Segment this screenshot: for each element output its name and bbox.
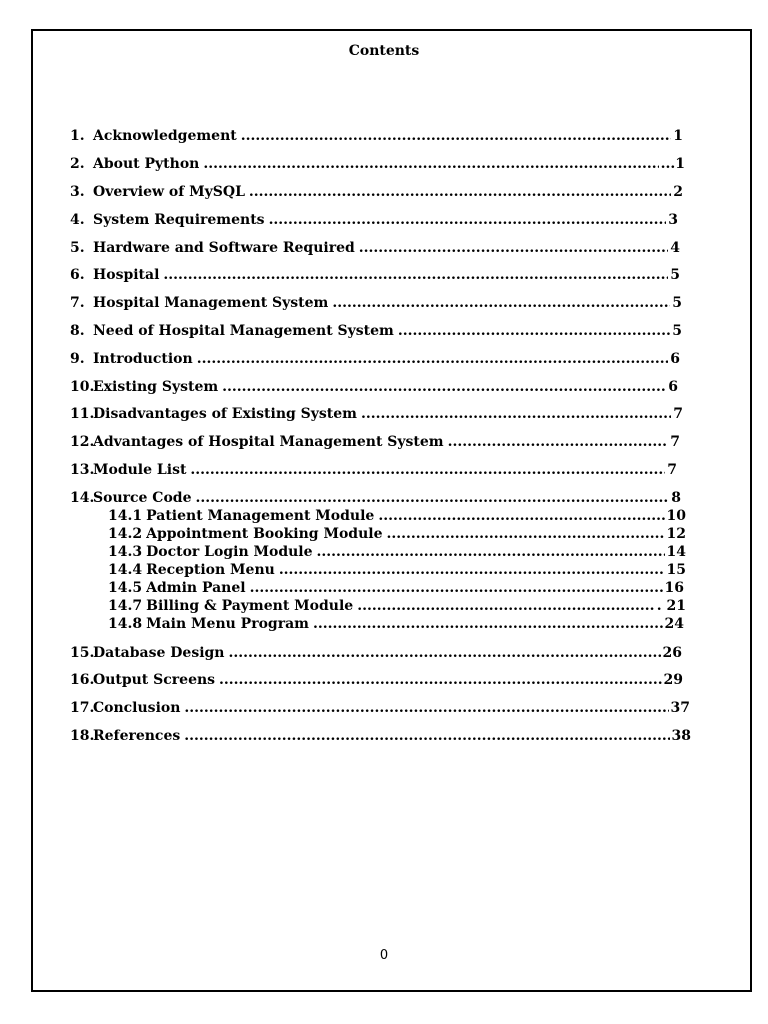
- toc-leader-dots: [249, 183, 671, 201]
- toc-entry-label: Hospital: [93, 267, 160, 283]
- toc-entry-7: [70, 294, 682, 312]
- toc-leader-dots: [317, 543, 665, 561]
- toc-entry-number: 14.: [70, 490, 95, 506]
- toc-subentry-14-4: [108, 561, 686, 579]
- toc-entry-12: [70, 433, 680, 451]
- toc-entry-number: 14.3: [108, 544, 143, 560]
- toc-leader-dots: [163, 266, 668, 284]
- toc-entry-11: [70, 405, 683, 423]
- toc-entry-label: Output Screens: [93, 672, 216, 688]
- toc-entry-16: [70, 671, 683, 689]
- toc-entry-18: [70, 727, 691, 745]
- toc-entry-number: 12.: [70, 434, 95, 450]
- toc-entry-page: 38: [671, 728, 691, 744]
- toc-leader-dots: [184, 699, 668, 717]
- toc-leader-dots: [313, 615, 663, 633]
- toc-entry-page: 5: [672, 295, 682, 311]
- toc-entry-number: 3.: [70, 184, 85, 200]
- toc-leader-dots: [332, 294, 670, 312]
- toc-subentry-14-3: [108, 543, 686, 561]
- toc-entry-10: [70, 378, 678, 396]
- toc-entry-number: 15.: [70, 645, 95, 661]
- toc-subentry-14-1: [108, 507, 686, 525]
- page-title: Contents: [348, 43, 420, 59]
- toc-leader-dots: [197, 350, 669, 368]
- toc-subentry-14-5: [108, 579, 684, 597]
- toc-entry-page: 14: [666, 544, 686, 560]
- toc-entry-page: 16: [664, 580, 684, 596]
- toc-entry-page: 15: [666, 562, 686, 578]
- toc-entry-number: 1.: [70, 128, 85, 144]
- toc-entry-label: Need of Hospital Management System: [93, 323, 394, 339]
- toc-entry-number: 14.4: [108, 562, 143, 578]
- toc-entry-label: Admin Panel: [146, 580, 246, 596]
- toc-entry-label: Reception Menu: [146, 562, 275, 578]
- toc-leader-dots: [387, 525, 665, 543]
- toc-leader-dots: [219, 671, 661, 689]
- toc-leader-dots: [229, 644, 661, 662]
- toc-entry-17: [70, 699, 690, 717]
- toc-entry-page: 26: [662, 645, 682, 661]
- toc-entry-page: 3: [668, 212, 678, 228]
- toc-entry-page: 1: [673, 128, 683, 144]
- toc-entry-14: [70, 489, 681, 507]
- toc-entry-number: 2.: [70, 156, 85, 172]
- toc-subentry-14-8: [108, 615, 684, 633]
- toc-leader-dots: [269, 211, 667, 229]
- toc-entry-label: Patient Management Module: [146, 508, 375, 524]
- toc-entry-15: [70, 644, 682, 662]
- toc-leader-dots: [203, 155, 658, 173]
- toc-entry-6: [70, 266, 680, 284]
- toc-entry-number: 17.: [70, 700, 95, 716]
- toc-entry-label: Module List: [93, 462, 187, 478]
- toc-entry-number: 14.8: [108, 616, 143, 632]
- toc-leader-dots: [190, 461, 665, 479]
- toc-entry-label: Doctor Login Module: [146, 544, 313, 560]
- toc-leader-dots: [357, 597, 655, 615]
- toc-entry-label: Advantages of Hospital Management System: [93, 434, 444, 450]
- toc-entry-page: 6: [670, 351, 680, 367]
- toc-entry-page: 6: [668, 379, 678, 395]
- toc-entry-number: 14.2: [108, 526, 143, 542]
- toc-entry-number: 11.: [70, 406, 95, 422]
- toc-entry-3: [70, 183, 683, 201]
- toc-entry-label: Source Code: [93, 490, 192, 506]
- toc-leader-dots: [196, 489, 670, 507]
- toc-entry-label: Hospital Management System: [93, 295, 329, 311]
- toc-entry-page: ...1: [660, 156, 685, 172]
- toc-entry-label: Conclusion: [93, 700, 181, 716]
- toc-leader-dots: [378, 507, 664, 525]
- toc-entry-number: 10.: [70, 379, 95, 395]
- toc-entry-page: 8: [671, 490, 681, 506]
- toc-entry-label: System Requirements: [93, 212, 265, 228]
- toc-entry-5: [70, 239, 680, 257]
- toc-entry-2: [70, 155, 685, 173]
- toc-leader-dots: [398, 322, 670, 340]
- toc-entry-number: 6.: [70, 267, 85, 283]
- toc-entry-label: Database Design: [93, 645, 225, 661]
- toc-entry-page: 7: [673, 406, 683, 422]
- toc-leader-dots: [361, 405, 671, 423]
- toc-entry-label: References: [93, 728, 181, 744]
- toc-entry-9: [70, 350, 680, 368]
- toc-entry-number: 18.: [70, 728, 95, 744]
- toc-leader-dots: [184, 727, 669, 745]
- toc-subentry-14-2: [108, 525, 686, 543]
- toc-entry-label: Disadvantages of Existing System: [93, 406, 357, 422]
- toc-entry-number: 16.: [70, 672, 95, 688]
- toc-entry-page: 24: [664, 616, 684, 632]
- toc-entry-number: 7.: [70, 295, 85, 311]
- toc-entry-page: 37: [670, 700, 690, 716]
- toc-entry-label: Appointment Booking Module: [146, 526, 383, 542]
- toc-entry-number: 14.5: [108, 580, 143, 596]
- toc-leader-dots: [241, 127, 672, 145]
- toc-entry-label: Acknowledgement: [93, 128, 237, 144]
- toc-entry-page: 5: [672, 323, 682, 339]
- toc-entry-13: [70, 461, 677, 479]
- toc-entry-label: Billing & Payment Module: [146, 598, 354, 614]
- toc-entry-label: Introduction: [93, 351, 193, 367]
- toc-entry-page: 12: [666, 526, 686, 542]
- toc-entry-label: Hardware and Software Required: [93, 240, 355, 256]
- toc-entry-number: 8.: [70, 323, 85, 339]
- toc-entry-page: 7: [670, 434, 680, 450]
- toc-entry-page: 2: [673, 184, 683, 200]
- toc-subentry-14-7: [108, 597, 686, 615]
- toc-entry-label: Overview of MySQL: [93, 184, 245, 200]
- toc-entry-number: 4.: [70, 212, 85, 228]
- toc-entry-page: 7: [667, 462, 677, 478]
- toc-entry-label: About Python: [93, 156, 200, 172]
- toc-entry-page: 10: [666, 508, 686, 524]
- toc-leader-dots: [448, 433, 669, 451]
- toc-entry-number: 14.7: [108, 598, 143, 614]
- toc-leader-dots: [222, 378, 666, 396]
- toc-leader-dots: [279, 561, 665, 579]
- toc-entry-page: 5: [670, 267, 680, 283]
- toc-entry-number: 13.: [70, 462, 95, 478]
- toc-entry-1: [70, 127, 683, 145]
- toc-entry-number: 9.: [70, 351, 85, 367]
- toc-entry-page: 4: [670, 240, 680, 256]
- page-number: 0: [379, 948, 389, 963]
- toc-entry-page: 29: [663, 672, 683, 688]
- toc-entry-4: [70, 211, 678, 229]
- toc-entry-number: 5.: [70, 240, 85, 256]
- toc-entry-8: [70, 322, 682, 340]
- toc-entry-label: Main Menu Program: [146, 616, 309, 632]
- toc-entry-label: Existing System: [93, 379, 219, 395]
- toc-entry-page: . 21: [656, 598, 686, 614]
- toc-leader-dots: [359, 239, 668, 257]
- toc-entry-number: 14.1: [108, 508, 143, 524]
- toc-leader-dots: [250, 579, 663, 597]
